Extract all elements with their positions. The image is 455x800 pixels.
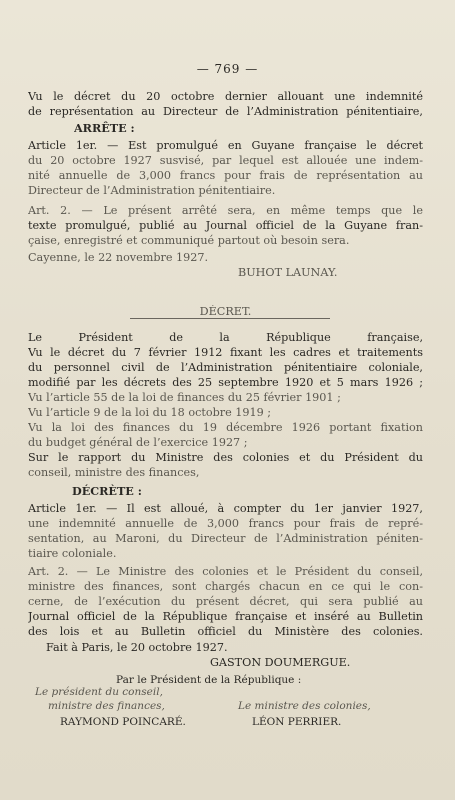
arrete-line: Directeur de l’Administration pénitentiaire. bbox=[28, 184, 276, 197]
decret-signature: GASTON DOUMERGUE. bbox=[210, 656, 351, 669]
left-signatory-role: Le président du conseil, bbox=[35, 686, 163, 698]
left-signatory-role: ministre des finances, bbox=[48, 700, 165, 712]
decret-line: une indemnité annuelle de 3,000 francs pour frais de repré- bbox=[28, 517, 423, 530]
right-signatory-role: Le ministre des colonies, bbox=[238, 700, 371, 712]
decret-line: Article 1er. — Il est alloué, à compter du 1er janvier 1927, bbox=[28, 502, 423, 515]
arrete-line: texte promulgué, publié au Journal officiel de la Guyane fran- bbox=[28, 219, 423, 232]
arrete-line: Vu le décret du 20 octobre dernier allouant une indemnité bbox=[28, 90, 423, 103]
arrete-line: Cayenne, le 22 novembre 1927. bbox=[28, 251, 209, 264]
decret-line: des lois et au Bulletin officiel du Ministère des colonies. bbox=[28, 625, 423, 638]
by-president-line: Par le Président de la République : bbox=[116, 674, 302, 686]
arrete-line: de représentation au Directeur de l’Administration pénitentiaire, bbox=[28, 105, 423, 118]
decret-line: Vu l’article 55 de la loi de finances du 25 février 1901 ; bbox=[28, 391, 341, 404]
decret-title: DÉCRET. bbox=[199, 305, 252, 318]
right-signatory-name: LÉON PERRIER. bbox=[252, 716, 342, 728]
decret-line: modifié par les décrets des 25 septembre 1920 et 5 mars 1926 ; bbox=[28, 376, 423, 389]
decret-line: Vu le décret du 7 février 1912 fixant les cadres et traitements bbox=[28, 346, 423, 359]
arrete-heading: ARRÊTE : bbox=[74, 121, 135, 135]
decret-line: Art. 2. — Le Ministre des colonies et le Président du conseil, bbox=[28, 565, 423, 578]
decret-line: Sur le rapport du Ministre des colonies et du Président du bbox=[28, 451, 423, 464]
decret-line: cerne, de l’exécution du présent décret, qui sera publié au bbox=[28, 595, 423, 608]
decret-line: Journal officiel de la République française et inséré au Bulletin bbox=[28, 610, 423, 623]
left-signatory-name: RAYMOND POINCARÉ. bbox=[60, 716, 186, 728]
arrete-line: du 20 octobre 1927 susvisé, par lequel est allouée une indem- bbox=[28, 154, 423, 167]
decret-line: Vu l’article 9 de la loi du 18 octobre 1919 ; bbox=[28, 406, 272, 419]
arrete-line: nité annuelle de 3,000 francs pour frais de représentation au bbox=[28, 169, 423, 182]
arrete-line: Article 1er. — Est promulgué en Guyane française le décret bbox=[28, 139, 423, 152]
decret-line: du personnel civil de l’Administration pénitentiaire coloniale, bbox=[28, 361, 423, 374]
arrete-signature: BUHOT LAUNAY. bbox=[238, 266, 338, 279]
decret-line: sentation, au Maroni, du Directeur de l’Administration péniten- bbox=[28, 532, 423, 545]
page-number: — 769 — bbox=[196, 62, 259, 76]
decret-line: Fait à Paris, le 20 octobre 1927. bbox=[46, 641, 228, 654]
arrete-line: Art. 2. — Le présent arrêté sera, en même temps que le bbox=[28, 204, 423, 217]
decret-line: conseil, ministre des finances, bbox=[28, 466, 200, 479]
decret-line: Le Président de la République française, bbox=[28, 331, 423, 344]
decret-line: du budget général de l’exercice 1927 ; bbox=[28, 436, 248, 449]
decret-heading: DÉCRÈTE : bbox=[72, 484, 142, 498]
decret-line: tiaire coloniale. bbox=[28, 547, 117, 560]
arrete-line: çaise, enregistré et communiqué partout où besoin sera. bbox=[28, 234, 350, 247]
decret-line: ministre des finances, sont chargés chacun en ce qui le con- bbox=[28, 580, 423, 593]
decret-line: Vu la loi des finances du 19 décembre 1926 portant fixation bbox=[28, 421, 423, 434]
